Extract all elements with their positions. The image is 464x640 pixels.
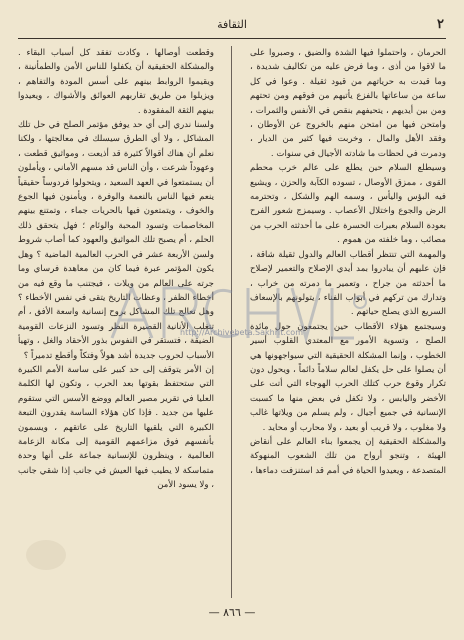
left-column [18, 46, 214, 598]
running-title: الثقافة [217, 18, 247, 31]
paper-stain [26, 540, 66, 570]
page-header [18, 16, 446, 39]
page-number: ٢ [437, 17, 444, 32]
paragraph: وسيطلع السلام حين يطلع على عالم خرب محطم القوى ، ممزق الأوصال ، تسوده الكآبة والحزن ، ويشيع فيه البؤس واليأس ، وسمه الهم والشكل ، وتحترمه الرض والجوع واختلال الأعصاب . وسيمزج شعور الفرح بعودة السلام بعبرات الحسرة على ما أحدثته الحرب من مصائب ، وما خلفته من هموم . [250, 163, 446, 246]
watermark-url: http://Archivebeta.Sakhrit.com [180, 328, 303, 337]
right-column [250, 46, 446, 598]
paragraph: ولسنا ندري إلى أي حد يوفق مؤتمر الصلح في حل تلك المشاكل ، ولا أي الطرق سيسلك في معالجتها ، ولكنا نعلم أن هناك أقوالاً كثيرة قد أذيعت ، ومواثيق قطعت ، وعهوداً شرعت ، وأن الناس قد مسهم الأماني ، ويأملون أن يستمتعوا في العهد السعيد ، ويتحولوا فردوساً حقيقياً ينعم فيها الناس بالنعمة والوفرة ، ويأمنون فيها الجوع والخوف ، ويتمتعون فيها بالحريات جماء ، وتمتنع بينهم المخاصمات وتسود المحبة والوئام ؛ فهل يتحقق ذلك الحلم ، أم يصبح تلك المواثيق والعهود كما أصاب شروط ولسن الأربعة عشر في الحرب العالمية الماضية ؟ وهل يكون المؤتمر عبرة فيما كان من معاهدة فرساي وما جرته على العالم من ويلات ، فيجتنب ما وقع فيه من أخطاء الظفر ، وعظات التاريخ يتقى في نفس الأخطاء ؟ وهل تعالج تلك المشاكل بروح إنسانية واسعة الأفق ، أم تتغلب الأنانية القصيرة النظر وتسود النزعات القومية الضيقة ، فتستقر في النفوس بذور الأحقاد والغل ، وتهيأ الأسباب لحروب جديدة أشد هولاً وفتكاً وأقطع تدميراً ؟ [18, 120, 214, 361]
paragraph: وقطعت أوصالها ، وكادت تفقد كل أسباب البقاء . والمشكلة الحقيقية أن يكفلوا للناس الأمن والطمأنينة ، ويقيموا الروابط بينهم على أسس المودة والتفاهم ، ويزيلوا من طريق تقاربهم العوائق والأشواك ، ويعيدوا بينهم الثقة المفقودة . [18, 48, 214, 116]
paragraph: وسيجتمع هؤلاء الأقطاب حين يجتمعون حول مائدة الصلح ، وتسوية الأمور مع المعتدي القلوب أسير الخطوب ، وإنما المشكلة الحقيقية التي سيواجهونها هي أن يصلوا على حل يكفل لعالم سلاماً دائماً ، ويحول دون تكرار وقوع حرب كتلك الحرب الهوجاء التي أتت على الأخضر واليابس ، ولا تكفل في بعض منها ما كسبت الإنسانية في جميع أجيال ، ولم يسلم من ويلاتها غالب ولا مغلوب ، ولا قريب أو بعيد ، ولا محارب أو محايد . [250, 321, 446, 433]
column-divider [231, 46, 232, 598]
paragraph: والمهمة التي تنتظر أقطاب العالم والدول ثقيلة شاقة ، فإن عليهم أن يبادروا بمد أيدي الإصلاح والتعمير لإصلاح ما أحدثته من جراح ، وتعمير ما دمرته من خراب ، وتدارك من تركهم في أبواب الفناء ، يتولونهم بالإسعاف السريع الذي يصلح حياتهم . [250, 249, 446, 318]
paragraph: الحرمان ، واحتملوا فيها الشدة والضيق ، وصبروا على ما لاقوا من أذى ، وما فرض عليه من تكاليف شديدة ، وما قيدت به حرياتهم من قيود ثقيلة . وعوا في كل ساعة من ساعاتها بالفزع يأتيهم من فوقهم ومن تحتهم ومن بين أيديهم ، يتحيفهم بنقص في الأنفس والثمرات ، وامتحن فيها من امتحن منهم بالخروج عن الأوطان ، وفقد الأهل والمال ، وخربت فيها كثير من الديار ، ودمرت في لحظات ما شادته الأجيال في سنوات . [250, 48, 446, 159]
paragraph: إن الأمر يتوقف إلى حد كبير على ساسة الأمم الكبيرة التي ستحتفظ بقوتها بعد الحرب ، وتكون لها الكلمة العليا في تقرير مصير العالم ووضع الأسس التي ستقوم عليها من جديد . فإذا كان هؤلاء الساسة يقدرون التبعة الكبيرة التي يلقيها التاريخ على عاتقهم ، ويسمون بأنفسهم فوق مزاعمهم القومية إلى مكانة الزعامة العالمية ، وينظرون للإنسانية جماعة على أنها وحدة متماسكة لا يطيب فيها العيش في جانب إذا شقي جانب ، ولا يسود الأمن [18, 364, 214, 491]
page-footer-number: — ٨٦٦ — [208, 606, 256, 619]
paragraph: والمشكلة الحقيقية إن يجمعوا بناء العالم على أنقاض الهيئة ، وتنجو أرواح من تلك الشعوب المنهوكة المتصدعة ، ويعيدوا الحياة في أمم قد استنزفت دماءها ، [250, 436, 446, 476]
